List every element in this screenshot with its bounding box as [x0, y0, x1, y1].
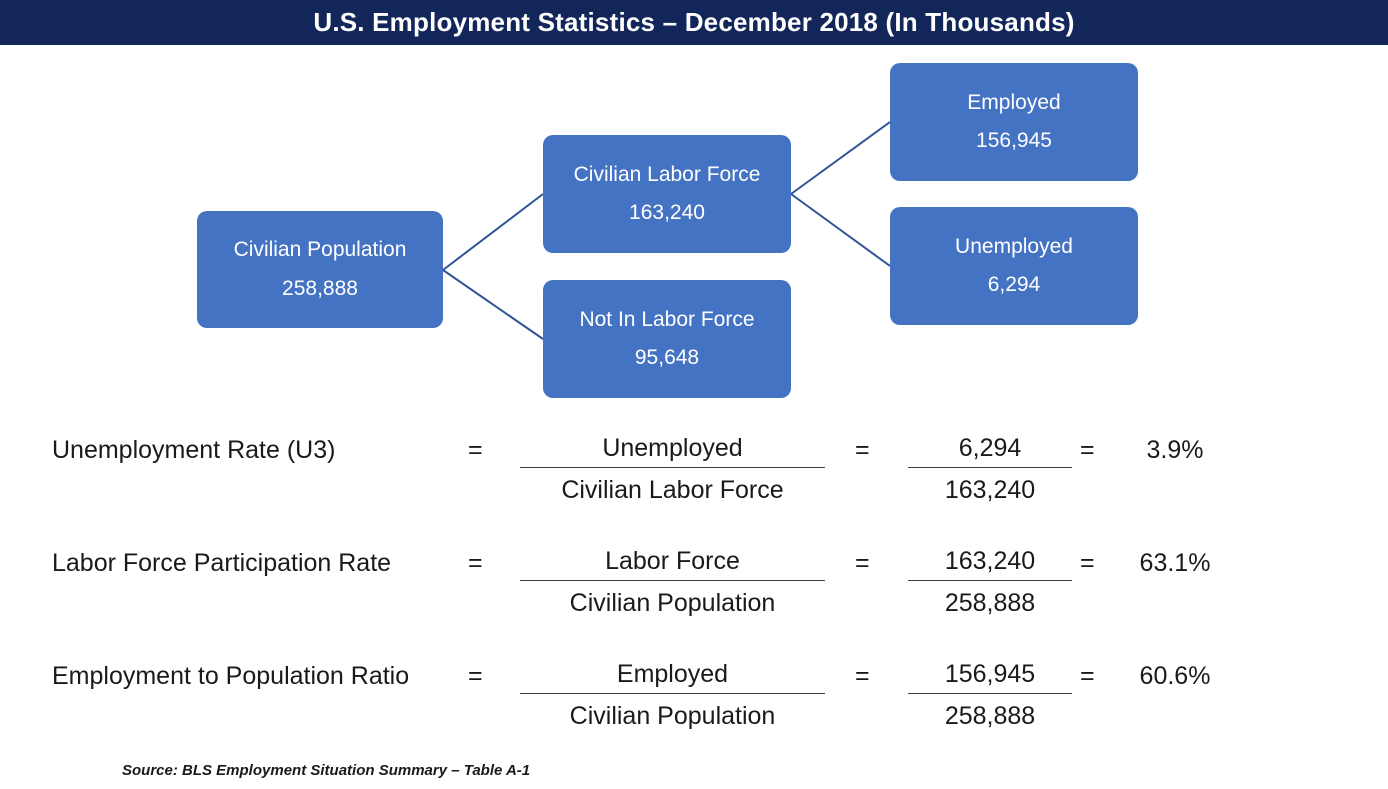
- formula-result: 60.6%: [1139, 662, 1211, 690]
- formula-fraction-values: [908, 547, 1072, 618]
- node-not-in-labor-force[interactable]: [543, 280, 791, 398]
- node-label: Employed: [967, 90, 1061, 114]
- node-civilian-labor-force[interactable]: [543, 135, 791, 253]
- formula-name: Unemployment Rate (U3): [52, 436, 336, 464]
- formula-row: [0, 646, 1388, 759]
- fraction-numerator-value: 6,294: [908, 434, 1072, 468]
- node-label: Civilian Population: [233, 238, 407, 262]
- equals-sign: =: [468, 662, 483, 690]
- node-unemployed[interactable]: [890, 207, 1138, 325]
- formula-row: [0, 420, 1388, 533]
- fraction-denominator-value: 258,888: [944, 702, 1036, 730]
- page-title: U.S. Employment Statistics – December 2018 (In Thousands): [313, 7, 1075, 37]
- equals-sign: =: [1080, 662, 1095, 690]
- formula-result: 3.9%: [1146, 436, 1204, 464]
- node-label: Civilian Labor Force: [573, 162, 761, 186]
- fraction-numerator: Labor Force: [520, 547, 825, 581]
- title-bar: [0, 0, 1388, 45]
- fraction-denominator: Civilian Population: [569, 589, 776, 617]
- equals-sign: =: [468, 549, 483, 577]
- source-note: Source: BLS Employment Situation Summary – Table A-1: [122, 762, 531, 779]
- equals-sign: =: [1080, 436, 1095, 464]
- equals-sign: =: [855, 549, 870, 577]
- formula-fraction-text: [520, 660, 825, 731]
- fraction-denominator: Civilian Population: [569, 702, 776, 730]
- fraction-numerator: Unemployed: [520, 434, 825, 468]
- node-value: 163,240: [629, 201, 705, 224]
- formula-result: 63.1%: [1139, 549, 1211, 577]
- employment-flow-diagram: [0, 45, 1388, 420]
- equals-sign: =: [468, 436, 483, 464]
- fraction-denominator-value: 163,240: [944, 476, 1036, 504]
- node-value: 95,648: [634, 346, 700, 369]
- node-label: Not In Labor Force: [579, 307, 755, 331]
- node-label: Unemployed: [955, 234, 1073, 258]
- formula-name: Employment to Population Ratio: [52, 662, 410, 690]
- node-value: 6,294: [987, 273, 1041, 296]
- fraction-numerator-value: 156,945: [908, 660, 1072, 694]
- node-civilian-population[interactable]: [197, 211, 443, 328]
- formula-fraction-values: [908, 660, 1072, 731]
- node-value: 258,888: [282, 276, 358, 300]
- fraction-numerator: Employed: [520, 660, 825, 694]
- equals-sign: =: [855, 436, 870, 464]
- fraction-denominator: Civilian Labor Force: [561, 476, 784, 504]
- formula-fraction-values: [908, 434, 1072, 505]
- formula-name: Labor Force Participation Rate: [52, 549, 392, 577]
- formula-fraction-text: [520, 434, 825, 505]
- node-employed[interactable]: [890, 63, 1138, 181]
- equals-sign: =: [855, 662, 870, 690]
- formula-list: [0, 420, 1388, 759]
- equals-sign: =: [1080, 549, 1095, 577]
- formula-fraction-text: [520, 547, 825, 618]
- fraction-denominator-value: 258,888: [944, 589, 1036, 617]
- fraction-numerator-value: 163,240: [908, 547, 1072, 581]
- node-value: 156,945: [976, 129, 1052, 152]
- formula-row: [0, 533, 1388, 646]
